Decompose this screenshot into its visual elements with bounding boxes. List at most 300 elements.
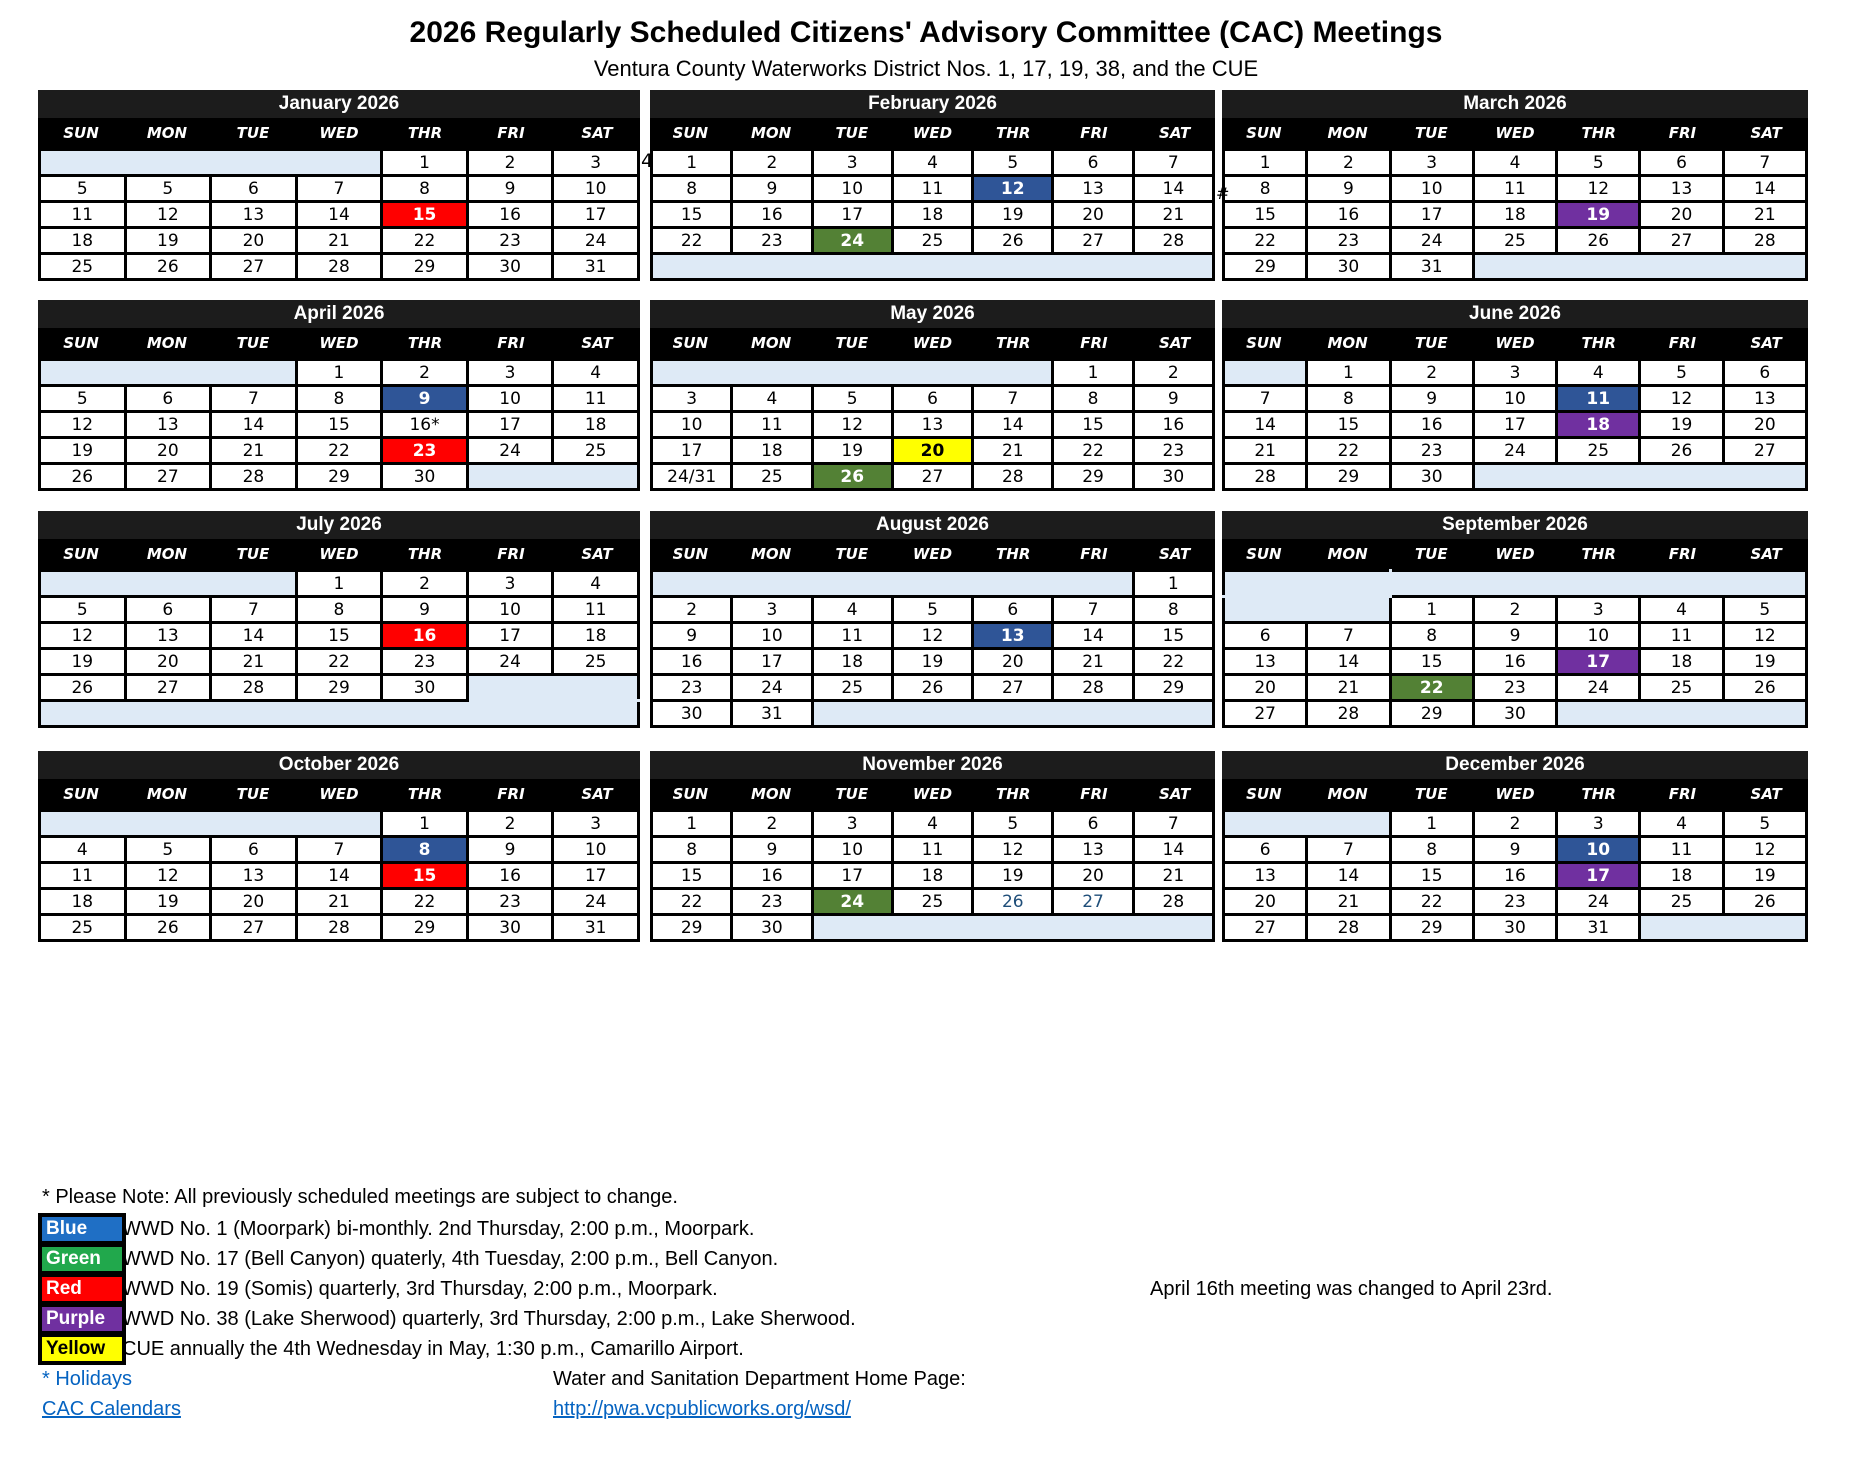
day-cell: 18 <box>553 412 639 438</box>
day-cell: 19 <box>1723 863 1806 889</box>
day-cell: 15 <box>1390 863 1473 889</box>
day-cell: 7 <box>1133 150 1213 176</box>
cac-calendars-link[interactable]: CAC Calendars <box>42 1398 181 1420</box>
meeting-day-red: 23 <box>382 438 468 464</box>
day-header-sun: SUN <box>63 334 99 352</box>
day-cell: 9 <box>1473 837 1556 863</box>
day-cell: 19 <box>40 438 126 464</box>
empty-cell <box>1224 360 1307 386</box>
day-cell: 5 <box>1557 150 1640 176</box>
day-header-thr: THR <box>996 785 1031 803</box>
month-december-2026 <box>1222 751 1808 942</box>
day-cell: 25 <box>812 675 892 701</box>
day-cell: 20 <box>1723 412 1806 438</box>
day-cell: 4 <box>732 386 812 412</box>
day-cell: 29 <box>1224 254 1307 280</box>
day-cell: 28 <box>296 254 382 280</box>
day-cell: 30 <box>652 701 732 727</box>
day-header-wed: WED <box>912 124 953 142</box>
day-cell: 2 <box>1473 597 1556 623</box>
month-november-2026 <box>650 751 1215 942</box>
day-cell: 17 <box>553 202 639 228</box>
day-header-fri: FRI <box>497 124 525 142</box>
day-of-week-header <box>38 118 640 148</box>
meeting-day-green: 24 <box>812 228 892 254</box>
day-cell: 11 <box>40 202 126 228</box>
day-cell: 20 <box>1224 675 1307 701</box>
day-cell: 8 <box>652 837 732 863</box>
day-cell: 5 <box>40 597 126 623</box>
day-cell: 12 <box>40 623 126 649</box>
day-cell: 23 <box>467 228 553 254</box>
day-cell: 15 <box>1307 412 1390 438</box>
day-cell: 9 <box>467 837 553 863</box>
empty-cell <box>1640 915 1807 941</box>
day-cell: 28 <box>1307 915 1390 941</box>
day-header-fri: FRI <box>497 334 525 352</box>
day-cell: 7 <box>1133 811 1213 837</box>
day-cell: 9 <box>1473 623 1556 649</box>
day-cell: 27 <box>1640 228 1723 254</box>
day-cell: 5 <box>40 176 126 202</box>
day-cell: 24 <box>553 228 639 254</box>
meeting-day-blue: 10 <box>1557 837 1640 863</box>
home-page-url-link[interactable]: http://pwa.vcpublicworks.org/wsd/ <box>553 1398 851 1420</box>
day-cell: 12 <box>40 412 126 438</box>
day-cell: 30 <box>1390 464 1473 490</box>
day-header-tue: TUE <box>236 545 270 563</box>
please-note-text: * Please Note: All previously scheduled meetings are subject to change. <box>42 1186 678 1208</box>
day-cell: 24 <box>1390 228 1473 254</box>
day-cell: 22 <box>652 889 732 915</box>
day-cell: 31 <box>732 701 812 727</box>
day-header-mon: MON <box>1327 545 1368 563</box>
meeting-day-blue: 11 <box>1557 386 1640 412</box>
home-page-label: Water and Sanitation Department Home Page: <box>553 1368 966 1390</box>
day-cell: 23 <box>1307 228 1390 254</box>
day-cell: 25 <box>1557 438 1640 464</box>
day-cell: 24 <box>1557 675 1640 701</box>
day-cell: 28 <box>296 915 382 941</box>
day-cell: 8 <box>1053 386 1133 412</box>
day-cell: 3 <box>553 811 639 837</box>
day-cell: 20 <box>125 649 211 675</box>
day-cell: 5 <box>973 150 1053 176</box>
day-cell: 20 <box>1224 889 1307 915</box>
day-cell: 2 <box>1390 360 1473 386</box>
day-cell: 2 <box>467 811 553 837</box>
day-cell: 24 <box>1557 889 1640 915</box>
day-cell: 26 <box>1557 228 1640 254</box>
april-change-note: April 16th meeting was changed to April 23rd. <box>1150 1278 1553 1300</box>
day-cell: 11 <box>40 863 126 889</box>
day-cell: 25 <box>1473 228 1556 254</box>
day-header-sun: SUN <box>1246 334 1282 352</box>
empty-cell <box>812 915 1213 941</box>
day-header-tue: TUE <box>835 334 869 352</box>
day-cell: 24 <box>467 438 553 464</box>
day-cell: 1 <box>382 811 468 837</box>
day-cell: 3 <box>1473 360 1556 386</box>
day-of-week-header <box>1222 118 1808 148</box>
day-cell: 25 <box>553 649 639 675</box>
day-cell: 11 <box>553 597 639 623</box>
day-cell: 19 <box>973 863 1053 889</box>
day-header-wed: WED <box>912 334 953 352</box>
legend-text-red: WWD No. 19 (Somis) quarterly, 3rd Thursday, 2:00 p.m., Moorpark. <box>122 1278 718 1300</box>
legend-text-purple: WWD No. 38 (Lake Sherwood) quarterly, 3rd Thursday, 2:00 p.m., Lake Sherwood. <box>122 1308 856 1330</box>
day-header-sun: SUN <box>1246 124 1282 142</box>
day-cell: 16 <box>732 863 812 889</box>
meeting-day-purple: 19 <box>1557 202 1640 228</box>
day-cell: 23 <box>382 649 468 675</box>
day-cell: 9 <box>1133 386 1213 412</box>
day-cell: 25 <box>553 438 639 464</box>
day-header-sat: SAT <box>1159 334 1191 352</box>
day-header-thr: THR <box>1581 334 1616 352</box>
day-header-mon: MON <box>750 785 792 803</box>
day-header-sat: SAT <box>581 334 613 352</box>
day-cell: 29 <box>382 915 468 941</box>
day-of-week-header <box>1222 328 1808 358</box>
day-header-wed: WED <box>1495 545 1535 563</box>
day-cell: 27 <box>973 675 1053 701</box>
day-header-thr: THR <box>996 545 1031 563</box>
day-cell: 4 <box>1557 360 1640 386</box>
day-cell: 23 <box>1473 675 1556 701</box>
day-cell: 11 <box>732 412 812 438</box>
day-header-sun: SUN <box>672 785 709 803</box>
day-cell: 29 <box>1053 464 1133 490</box>
day-cell: 21 <box>296 228 382 254</box>
day-header-sat: SAT <box>1750 334 1782 352</box>
day-cell: 27 <box>211 915 297 941</box>
day-cell: 26 <box>1723 889 1806 915</box>
day-cell: 17 <box>1473 412 1556 438</box>
day-cell: 24 <box>553 889 639 915</box>
day-cell: 22 <box>296 649 382 675</box>
day-header-fri: FRI <box>1668 124 1697 142</box>
day-cell: 1 <box>1307 360 1390 386</box>
day-cell: 30 <box>382 464 468 490</box>
day-cell: 10 <box>553 176 639 202</box>
month-may-2026 <box>650 300 1215 491</box>
day-cell: 26 <box>892 675 972 701</box>
day-cell: 15 <box>652 863 732 889</box>
day-cell: 30 <box>1473 915 1556 941</box>
day-cell: 21 <box>1307 889 1390 915</box>
day-cell: 14 <box>1133 176 1213 202</box>
day-cell: 30 <box>1133 464 1213 490</box>
empty-cell <box>1224 597 1391 623</box>
day-cell: 18 <box>1640 863 1723 889</box>
day-header-sat: SAT <box>581 124 613 142</box>
day-header-sun: SUN <box>672 124 709 142</box>
month-april-2026 <box>38 300 640 491</box>
day-cell: 13 <box>892 412 972 438</box>
day-header-thr: THR <box>407 785 443 803</box>
day-cell: 2 <box>382 571 468 597</box>
day-cell: 17 <box>1390 202 1473 228</box>
day-cell: 18 <box>892 202 972 228</box>
day-cell: 7 <box>1307 837 1390 863</box>
month-title: May 2026 <box>650 300 1215 328</box>
month-september-2026 <box>1222 511 1808 728</box>
day-cell: 22 <box>1307 438 1390 464</box>
day-header-tue: TUE <box>236 334 270 352</box>
legend-swatch-red: Red <box>38 1273 126 1305</box>
day-header-tue: TUE <box>1414 545 1448 563</box>
day-cell: 8 <box>1307 386 1390 412</box>
day-header-sat: SAT <box>581 545 613 563</box>
day-cell: 13 <box>125 623 211 649</box>
day-cell: 21 <box>973 438 1053 464</box>
day-cell: 19 <box>125 228 211 254</box>
day-cell: 29 <box>296 464 382 490</box>
holiday-day-cell: 26 <box>973 889 1053 915</box>
day-of-week-header <box>1222 539 1808 569</box>
meeting-day-purple: 17 <box>1557 649 1640 675</box>
meeting-day-blue: 9 <box>382 386 468 412</box>
month-title: October 2026 <box>38 751 640 779</box>
empty-cell <box>652 254 1214 280</box>
day-header-sun: SUN <box>672 334 709 352</box>
day-cell: 20 <box>211 228 297 254</box>
day-cell: 7 <box>1053 597 1133 623</box>
day-cell: 3 <box>812 150 892 176</box>
day-cell: 17 <box>652 438 732 464</box>
day-cell: 5 <box>892 597 972 623</box>
day-header-fri: FRI <box>1668 334 1697 352</box>
day-cell: 9 <box>732 837 812 863</box>
day-header-sat: SAT <box>581 785 613 803</box>
day-cell: 19 <box>1723 649 1806 675</box>
day-of-week-header <box>650 118 1215 148</box>
day-cell: 8 <box>1390 623 1473 649</box>
day-header-wed: WED <box>1495 785 1535 803</box>
day-header-tue: TUE <box>835 785 869 803</box>
meeting-day-blue: 12 <box>973 176 1053 202</box>
day-cell: 28 <box>211 464 297 490</box>
day-cell: 10 <box>732 623 812 649</box>
day-cell: 8 <box>1133 597 1213 623</box>
day-cell: 26 <box>1723 675 1806 701</box>
day-cell: 15 <box>1390 649 1473 675</box>
month-title: November 2026 <box>650 751 1215 779</box>
day-cell: 5 <box>973 811 1053 837</box>
meeting-day-purple: 18 <box>1557 412 1640 438</box>
day-cell: 16* <box>382 412 468 438</box>
day-header-sun: SUN <box>1246 545 1282 563</box>
day-cell: 23 <box>732 889 812 915</box>
day-header-sun: SUN <box>672 545 709 563</box>
day-cell: 21 <box>1133 863 1213 889</box>
day-cell: 30 <box>467 915 553 941</box>
day-cell: 15 <box>1224 202 1307 228</box>
empty-cell <box>40 360 297 386</box>
day-cell: 5 <box>812 386 892 412</box>
day-cell: 3 <box>1557 811 1640 837</box>
day-cell: 2 <box>1307 150 1390 176</box>
day-cell: 13 <box>211 863 297 889</box>
day-cell: 19 <box>973 202 1053 228</box>
day-cell: 25 <box>892 889 972 915</box>
day-header-thr: THR <box>407 545 443 563</box>
stray-overflow-4: 4 <box>641 150 654 172</box>
day-header-tue: TUE <box>835 124 869 142</box>
month-title: June 2026 <box>1222 300 1808 328</box>
day-cell: 15 <box>1133 623 1213 649</box>
day-cell: 28 <box>1307 701 1390 727</box>
day-cell: 20 <box>973 649 1053 675</box>
day-header-mon: MON <box>146 334 188 352</box>
day-cell: 4 <box>40 837 126 863</box>
day-cell: 2 <box>732 150 812 176</box>
day-of-week-header <box>650 779 1215 809</box>
day-cell: 1 <box>1390 811 1473 837</box>
day-cell: 12 <box>892 623 972 649</box>
day-cell: 31 <box>1557 915 1640 941</box>
day-cell: 25 <box>40 915 126 941</box>
day-header-wed: WED <box>912 785 953 803</box>
day-cell: 2 <box>1473 811 1556 837</box>
day-cell: 7 <box>1224 386 1307 412</box>
empty-cell <box>1557 701 1807 727</box>
day-header-wed: WED <box>1495 124 1535 142</box>
day-cell: 16 <box>732 202 812 228</box>
day-cell: 29 <box>652 915 732 941</box>
day-cell: 24 <box>732 675 812 701</box>
day-cell: 14 <box>1224 412 1307 438</box>
holiday-day-cell: 27 <box>1053 889 1133 915</box>
day-cell: 15 <box>1053 412 1133 438</box>
meeting-day-yellow: 20 <box>892 438 972 464</box>
day-cell: 19 <box>1640 412 1723 438</box>
day-cell: 6 <box>1723 360 1806 386</box>
holidays-label: * Holidays <box>42 1368 133 1390</box>
day-cell: 26 <box>125 254 211 280</box>
day-of-week-header <box>650 328 1215 358</box>
day-cell: 29 <box>1133 675 1213 701</box>
day-cell: 7 <box>1307 623 1390 649</box>
day-cell: 28 <box>211 675 297 701</box>
day-cell: 21 <box>296 889 382 915</box>
empty-cell <box>40 701 639 727</box>
month-title: January 2026 <box>38 90 640 118</box>
day-header-mon: MON <box>750 545 792 563</box>
day-cell: 14 <box>1307 863 1390 889</box>
day-cell: 13 <box>1224 863 1307 889</box>
day-header-wed: WED <box>319 124 359 142</box>
day-cell: 10 <box>467 386 553 412</box>
day-header-tue: TUE <box>1414 334 1448 352</box>
meeting-day-green: 22 <box>1390 675 1473 701</box>
day-cell: 4 <box>892 811 972 837</box>
empty-cell <box>40 571 297 597</box>
day-header-mon: MON <box>146 124 188 142</box>
day-cell: 2 <box>467 150 553 176</box>
day-cell: 11 <box>1640 623 1723 649</box>
month-october-2026 <box>38 751 640 942</box>
day-cell: 4 <box>1640 811 1723 837</box>
day-cell: 21 <box>1224 438 1307 464</box>
day-cell: 9 <box>382 597 468 623</box>
day-header-sun: SUN <box>63 124 99 142</box>
day-cell: 8 <box>1224 176 1307 202</box>
day-cell: 7 <box>296 837 382 863</box>
day-cell: 7 <box>211 386 297 412</box>
day-cell: 21 <box>1053 649 1133 675</box>
month-title: February 2026 <box>650 90 1215 118</box>
day-cell: 23 <box>732 228 812 254</box>
day-cell: 2 <box>1133 360 1213 386</box>
day-header-mon: MON <box>1327 785 1368 803</box>
day-cell: 11 <box>892 176 972 202</box>
day-cell: 12 <box>812 412 892 438</box>
day-cell: 5 <box>1723 811 1806 837</box>
day-cell: 14 <box>211 412 297 438</box>
day-cell: 14 <box>211 623 297 649</box>
day-cell: 8 <box>296 597 382 623</box>
day-cell: 28 <box>1133 889 1213 915</box>
day-cell: 17 <box>553 863 639 889</box>
day-cell: 17 <box>732 649 812 675</box>
day-cell: 18 <box>732 438 812 464</box>
day-cell: 29 <box>1390 915 1473 941</box>
day-cell: 20 <box>1053 202 1133 228</box>
day-cell: 13 <box>211 202 297 228</box>
day-cell: 31 <box>553 254 639 280</box>
day-header-mon: MON <box>146 785 188 803</box>
day-cell: 6 <box>1053 150 1133 176</box>
day-cell: 23 <box>652 675 732 701</box>
day-cell: 13 <box>1053 837 1133 863</box>
day-header-fri: FRI <box>497 785 525 803</box>
empty-cell <box>467 675 638 701</box>
day-cell: 27 <box>125 675 211 701</box>
day-cell: 23 <box>1473 889 1556 915</box>
day-cell: 26 <box>1640 438 1723 464</box>
day-header-sat: SAT <box>1159 124 1191 142</box>
day-header-mon: MON <box>1327 124 1368 142</box>
legend-swatch-green: Green <box>38 1243 126 1275</box>
page-subtitle: Ventura County Waterworks District Nos. 1, 17, 19, 38, and the CUE <box>593 56 1259 81</box>
month-march-2026 <box>1222 90 1808 281</box>
day-cell: 25 <box>892 228 972 254</box>
day-header-wed: WED <box>319 785 359 803</box>
day-cell: 22 <box>1133 649 1213 675</box>
day-cell: 3 <box>553 150 639 176</box>
day-cell: 30 <box>382 675 468 701</box>
day-of-week-header <box>38 779 640 809</box>
day-header-fri: FRI <box>1080 334 1108 352</box>
meeting-day-blue: 8 <box>382 837 468 863</box>
day-cell: 16 <box>652 649 732 675</box>
day-cell: 3 <box>1557 597 1640 623</box>
day-cell: 12 <box>973 837 1053 863</box>
day-header-mon: MON <box>1327 334 1368 352</box>
day-cell: 28 <box>1133 228 1213 254</box>
month-august-2026 <box>650 511 1215 728</box>
day-header-mon: MON <box>146 545 188 563</box>
month-july-2026 <box>38 511 640 728</box>
day-cell: 17 <box>467 623 553 649</box>
day-cell: 19 <box>40 649 126 675</box>
day-cell: 18 <box>812 649 892 675</box>
day-cell: 9 <box>1390 386 1473 412</box>
day-cell: 11 <box>892 837 972 863</box>
day-cell: 3 <box>467 571 553 597</box>
